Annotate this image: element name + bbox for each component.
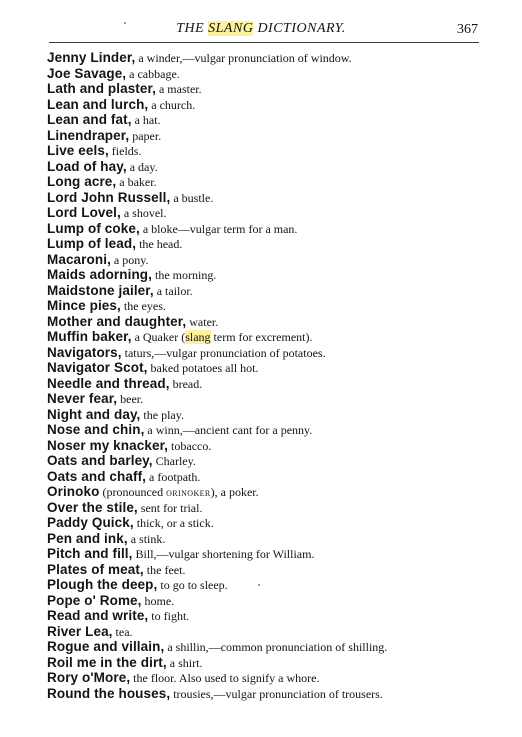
entry-definition: a hat. — [131, 113, 161, 127]
dictionary-entry — [47, 577, 497, 593]
entry-definition: a church. — [148, 97, 196, 112]
entry-definition: beer. — [117, 392, 144, 406]
dictionary-entry — [47, 174, 497, 190]
entry-headword: Pitch and fill, — [47, 546, 133, 561]
entry-definition: the head. — [136, 237, 183, 251]
entry-headword: Lath and plaster, — [47, 81, 156, 96]
entry-definition: a baker. — [116, 175, 157, 189]
entry-definition: tea. — [112, 624, 133, 639]
small-caps-word: orinoker — [166, 487, 211, 499]
dictionary-entry — [47, 159, 497, 175]
entry-definition: to fight. — [148, 609, 190, 623]
entry-headword: Pope o' Rome, — [47, 592, 142, 608]
entry-definition: home. — [141, 593, 175, 608]
entry-definition: the eyes. — [120, 299, 166, 313]
entry-headword: River Lea, — [47, 623, 113, 639]
entry-definition: the floor. Also used to signify a whore. — [130, 671, 320, 685]
dictionary-entry — [47, 593, 497, 609]
dictionary-entry — [47, 608, 497, 624]
entry-headword: Roil me in the dirt, — [47, 654, 167, 670]
entry-definition: Bill,—vulgar shortening for William. — [132, 547, 315, 561]
entry-definition: a day. — [126, 159, 158, 174]
dictionary-entry — [47, 267, 497, 283]
entry-headword: Lump of lead, — [47, 236, 137, 251]
dictionary-entry — [47, 624, 497, 640]
dictionary-entry — [47, 686, 497, 702]
entry-definition: a shovel. — [120, 206, 167, 220]
dictionary-entry — [47, 97, 497, 113]
dictionary-entry — [47, 236, 497, 252]
entry-definition: Charley. — [152, 454, 196, 468]
entry-headword: Round the houses, — [47, 685, 171, 701]
entry-headword: Pen and ink, — [47, 530, 128, 546]
dictionary-entry — [47, 655, 497, 671]
entry-headword: Macaroni, — [47, 251, 111, 267]
entry-headword: Rory o'More, — [47, 670, 131, 685]
running-title — [0, 21, 522, 37]
entry-headword: Oats and chaff, — [47, 468, 147, 484]
running-title-suffix: DICTIONARY. — [253, 21, 346, 36]
entry-definition: sent for trial. — [137, 500, 203, 515]
entry-definition: a shirt. — [166, 655, 203, 670]
entry-headword: Read and write, — [47, 608, 149, 623]
entry-headword: Navigator Scot, — [47, 360, 148, 375]
dictionary-entry — [47, 531, 497, 547]
entry-definition: a bloke—vulgar term for a man. — [139, 221, 298, 236]
dictionary-entry — [47, 500, 497, 516]
dictionary-entry — [47, 345, 497, 361]
dictionary-entry — [47, 391, 497, 407]
entry-headword: Needle and thread, — [47, 375, 170, 391]
entry-definition: a pony. — [110, 252, 149, 267]
entry-headword: Live eels, — [47, 143, 109, 158]
dictionary-entry — [47, 639, 497, 655]
entry-headword: Lump of coke, — [47, 220, 140, 236]
dictionary-entry — [47, 314, 497, 330]
dictionary-entry — [47, 112, 497, 128]
entry-headword: Rogue and villain, — [47, 639, 165, 654]
dictionary-entry — [47, 453, 497, 469]
entry-definition: a winder,—vulgar pronunciation of window. — [135, 51, 352, 65]
dictionary-entry — [47, 221, 497, 237]
entry-headword: Plough the deep, — [47, 577, 158, 592]
entry-definition: the feet. — [143, 562, 186, 577]
entry-definition: a bustle. — [170, 190, 214, 205]
dictionary-entry — [47, 562, 497, 578]
running-title-prefix: THE — [176, 21, 209, 36]
entry-definition: the morning. — [152, 268, 217, 282]
entry-headword: Mince pies, — [47, 298, 121, 313]
entry-headword: Orinoko — [47, 484, 100, 499]
entry-headword: Plates of meat, — [47, 561, 144, 577]
dictionary-entry — [47, 407, 497, 423]
entry-headword: Mother and daughter, — [47, 313, 187, 329]
entry-definition-continued: ), a poker. — [210, 485, 259, 499]
entry-headword: Night and day, — [47, 406, 141, 422]
dictionary-entry — [47, 190, 497, 206]
entry-definition: taturs,—vulgar pronunciation of potatoes. — [121, 345, 326, 360]
entry-definition: to go to sleep. — [157, 578, 228, 592]
entry-definition: (pronounced — [99, 485, 167, 499]
entry-headword: Lord John Russell, — [47, 189, 171, 205]
entry-headword: Maidstone jailer, — [47, 282, 154, 298]
entry-headword: Load of hay, — [47, 158, 127, 174]
dictionary-entry — [47, 469, 497, 485]
entry-definition: thick, or a stick. — [133, 516, 214, 530]
entry-definition: baked potatoes all hot. — [147, 361, 259, 375]
entry-definition: a winn,—ancient cant for a penny. — [144, 423, 313, 437]
entry-definition: bread. — [169, 376, 203, 391]
page-header — [0, 18, 522, 40]
entry-headword: Lord Lovel, — [47, 205, 121, 220]
dictionary-entry — [47, 298, 497, 314]
page-number: 367 — [457, 22, 478, 37]
dictionary-entry — [47, 438, 497, 454]
entry-headword: Never fear, — [47, 391, 118, 406]
dictionary-entry — [47, 546, 497, 562]
entry-definition: a Quaker ( — [131, 330, 186, 344]
print-speck — [124, 22, 126, 24]
dictionary-entry-list — [47, 50, 497, 701]
dictionary-entry — [47, 81, 497, 97]
entry-headword: Joe Savage, — [47, 65, 127, 81]
entry-definition: a tailor. — [153, 283, 193, 298]
entry-headword: Nose and chin, — [47, 422, 145, 437]
entry-definition: a stink. — [127, 531, 166, 546]
entry-headword: Muffin baker, — [47, 329, 132, 344]
header-rule — [49, 42, 479, 43]
entry-headword: Over the stile, — [47, 499, 138, 515]
entry-definition: a master. — [155, 82, 202, 96]
dictionary-entry — [47, 515, 497, 531]
entry-headword: Maids adorning, — [47, 267, 153, 282]
dictionary-entry — [47, 484, 497, 500]
entry-headword: Jenny Linder, — [47, 50, 136, 65]
entry-headword: Paddy Quick, — [47, 515, 134, 530]
entry-definition: the play. — [140, 407, 184, 422]
entry-definition: tobacco. — [168, 438, 212, 453]
entry-definition: water. — [186, 314, 219, 329]
entry-headword: Long acre, — [47, 174, 117, 189]
entry-definition: trousies,—vulgar pronunciation of trousers. — [170, 686, 383, 701]
entry-definition: a shillin,—common pronunciation of shilling. — [164, 640, 388, 654]
dictionary-entry — [47, 422, 497, 438]
entry-headword: Linendraper, — [47, 127, 130, 143]
dictionary-entry — [47, 329, 497, 345]
entry-definition: a cabbage. — [126, 66, 180, 81]
dictionary-entry — [47, 128, 497, 144]
dictionary-entry — [47, 670, 497, 686]
highlighted-word: slang — [185, 330, 211, 344]
dictionary-entry — [47, 66, 497, 82]
dictionary-entry — [47, 50, 497, 66]
entry-headword: Oats and barley, — [47, 453, 153, 468]
entry-headword: Lean and lurch, — [47, 96, 149, 112]
dictionary-entry — [47, 143, 497, 159]
entry-definition: paper. — [129, 128, 162, 143]
entry-definition-continued: term for excrement). — [210, 330, 313, 344]
dictionary-entry — [47, 252, 497, 268]
entry-definition: a footpath. — [146, 469, 201, 484]
entry-definition: fields. — [108, 144, 142, 158]
dictionary-entry — [47, 376, 497, 392]
highlighted-word: SLANG — [208, 21, 254, 36]
entry-headword: Navigators, — [47, 344, 122, 360]
entry-headword: Noser my knacker, — [47, 437, 169, 453]
dictionary-entry — [47, 283, 497, 299]
dictionary-entry — [47, 360, 497, 376]
dictionary-entry — [47, 205, 497, 221]
entry-headword: Lean and fat, — [47, 112, 132, 127]
